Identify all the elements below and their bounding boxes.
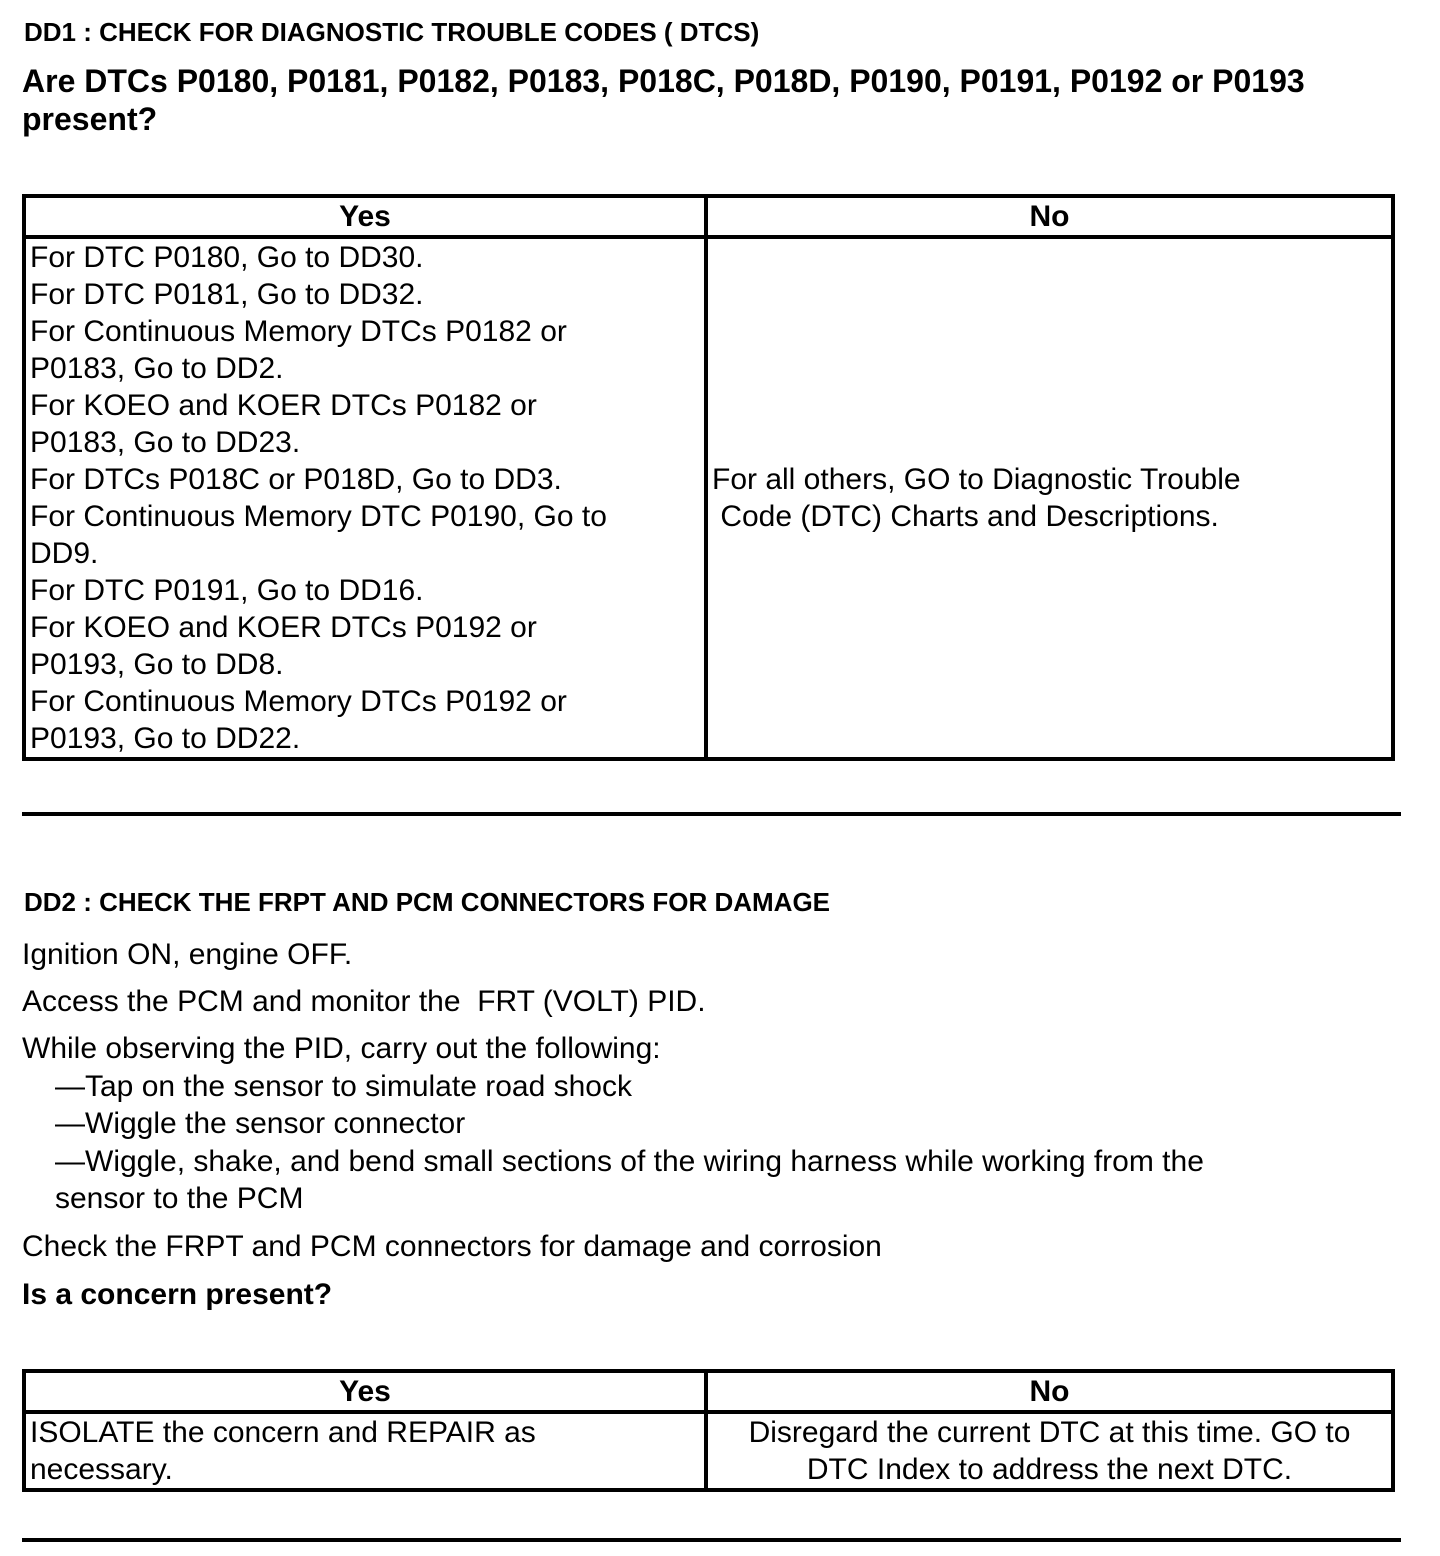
dd2-no-line: DTC Index to address the next DTC. <box>806 1453 1293 1486</box>
dd1-yes-line: P0193, Go to DD8. <box>30 648 284 681</box>
dd2-no-line: Disregard the current DTC at this time. GO to <box>748 1416 1351 1449</box>
bottom-divider <box>22 1538 1401 1542</box>
dd1-yes-line: For DTC P0181, Go to DD32. <box>30 278 424 311</box>
section-divider <box>22 812 1401 816</box>
dd1-no-cell <box>706 237 1393 759</box>
dd2-result-table <box>22 1369 1395 1492</box>
dd1-yes-line: P0183, Go to DD2. <box>30 352 284 385</box>
dd1-no-line: Code (DTC) Charts and Descriptions. <box>712 500 1219 533</box>
dd1-yes-line: DD9. <box>30 537 99 570</box>
dd2-yes-header: Yes <box>24 1371 706 1412</box>
dd2-heading: DD2 : CHECK THE FRPT AND PCM CONNECTORS FOR DAMAGE <box>24 887 831 917</box>
dd2-step-access: Access the PCM and monitor the FRT (VOLT) PID. <box>22 985 706 1018</box>
dd2-no-cell <box>706 1412 1393 1490</box>
dd2-step-ignition: Ignition ON, engine OFF. <box>22 938 353 971</box>
dd1-question-line2: present? <box>22 101 158 137</box>
dd1-question-line1: Are DTCs P0180, P0181, P0182, P0183, P018C, P018D, P0190, P0191, P0192 or P0193 <box>22 63 1305 99</box>
dd2-substep-tap: —Tap on the sensor to simulate road shock <box>55 1070 632 1103</box>
dd2-substep-wiggle-connector: —Wiggle the sensor connector <box>55 1107 466 1140</box>
dd2-no-header: No <box>706 1371 1393 1412</box>
dd1-heading: DD1 : CHECK FOR DIAGNOSTIC TROUBLE CODES ( DTCS) <box>24 17 760 47</box>
dd2-yes-line: ISOLATE the concern and REPAIR as <box>30 1416 536 1449</box>
dd1-yes-line: For Continuous Memory DTCs P0192 or <box>30 685 567 718</box>
dd2-substep-wiggle-harness-cont: sensor to the PCM <box>55 1182 304 1215</box>
dd1-yes-line: For KOEO and KOER DTCs P0192 or <box>30 611 537 644</box>
dd2-substep-wiggle-harness: —Wiggle, shake, and bend small sections of the wiring harness while working from the <box>55 1145 1204 1178</box>
dd2-yes-cell <box>24 1412 706 1490</box>
dd1-yes-line: For DTC P0191, Go to DD16. <box>30 574 424 607</box>
dd1-yes-line: For DTC P0180, Go to DD30. <box>30 241 424 274</box>
dd1-question <box>22 62 1402 138</box>
dd1-result-table <box>22 194 1395 761</box>
dd1-yes-line: For Continuous Memory DTCs P0182 or <box>30 315 567 348</box>
dd2-question: Is a concern present? <box>22 1278 333 1311</box>
dd1-no-header: No <box>706 196 1393 237</box>
dd1-yes-line: P0193, Go to DD22. <box>30 722 301 755</box>
dd2-step-observe: While observing the PID, carry out the following: <box>22 1032 661 1065</box>
dd1-yes-line: For DTCs P018C or P018D, Go to DD3. <box>30 463 562 496</box>
dd1-no-line: For all others, GO to Diagnostic Trouble <box>712 463 1241 496</box>
dd1-yes-line: P0183, Go to DD23. <box>30 426 301 459</box>
dd2-step-check: Check the FRPT and PCM connectors for damage and corrosion <box>22 1230 882 1263</box>
dd2-yes-line: necessary. <box>30 1453 173 1486</box>
dd1-yes-line: For KOEO and KOER DTCs P0182 or <box>30 389 537 422</box>
dd1-yes-line: For Continuous Memory DTC P0190, Go to <box>30 500 607 533</box>
dd1-yes-header: Yes <box>24 196 706 237</box>
dd1-yes-cell <box>24 237 706 759</box>
